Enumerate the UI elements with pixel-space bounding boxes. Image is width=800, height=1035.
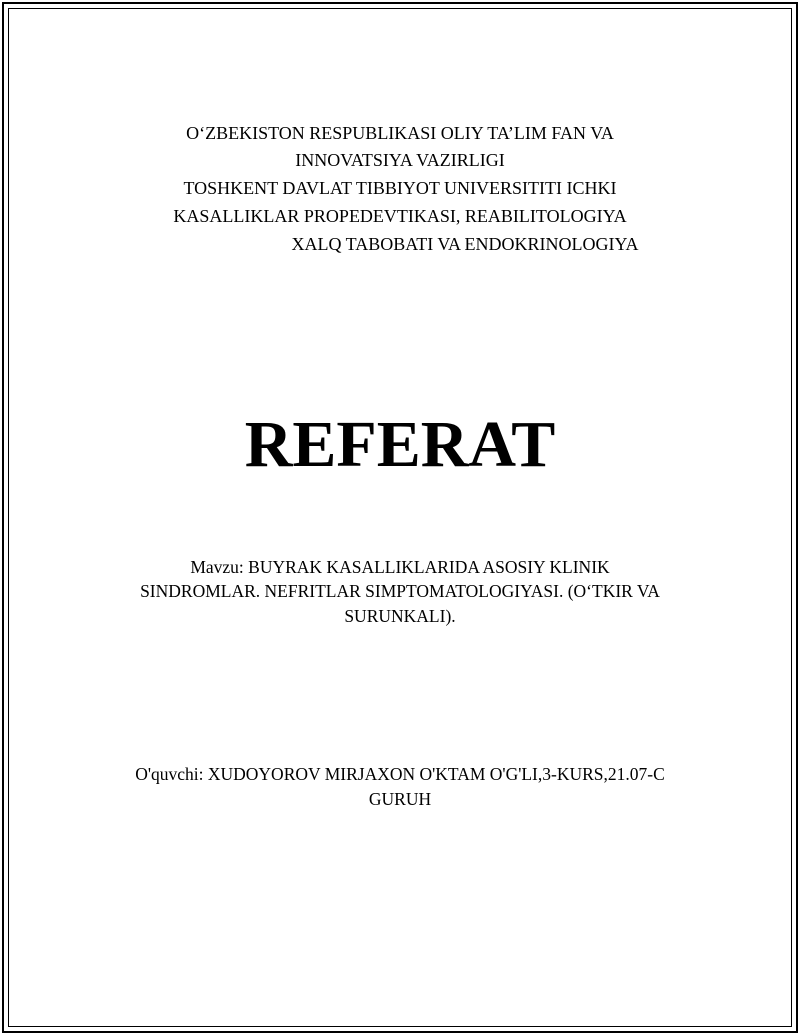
header-line-university: TOSHKENT DAVLAT TIBBIYOT UNIVERSITITI ICHKI [183,178,617,198]
header-line-ministry: O‘ZBEKISTON RESPUBLIKASI OLIY TA’LIM FAN VA [186,123,614,143]
student-line: O'quvchi: XUDOYOROV MIRJAXON O'KTAM O'G'LI,3-KURS,21.07-C [135,764,665,784]
topic-line: SINDROMLAR. NEFRITLAR SIMPTOMATOLOGIYASI. (O‘TKIR VA [140,581,660,601]
student-line: GURUH [368,789,432,809]
topic-line: Mavzu: BUYRAK KASALLIKLARIDA ASOSIY KLINIK [190,557,610,577]
header-line-department: KASALLIKLAR PROPEDEVTIKASI, REABILITOLOGIYA [173,206,627,226]
document-title: REFERAT [244,408,556,481]
header-line-ministry-cont: INNOVATSIYA VAZIRLIGI [295,150,505,170]
header-line-department-cont: XALQ TABOBATI VA ENDOKRINOLOGIYA [291,234,639,254]
topic-line: SURUNKALI). [344,606,456,626]
